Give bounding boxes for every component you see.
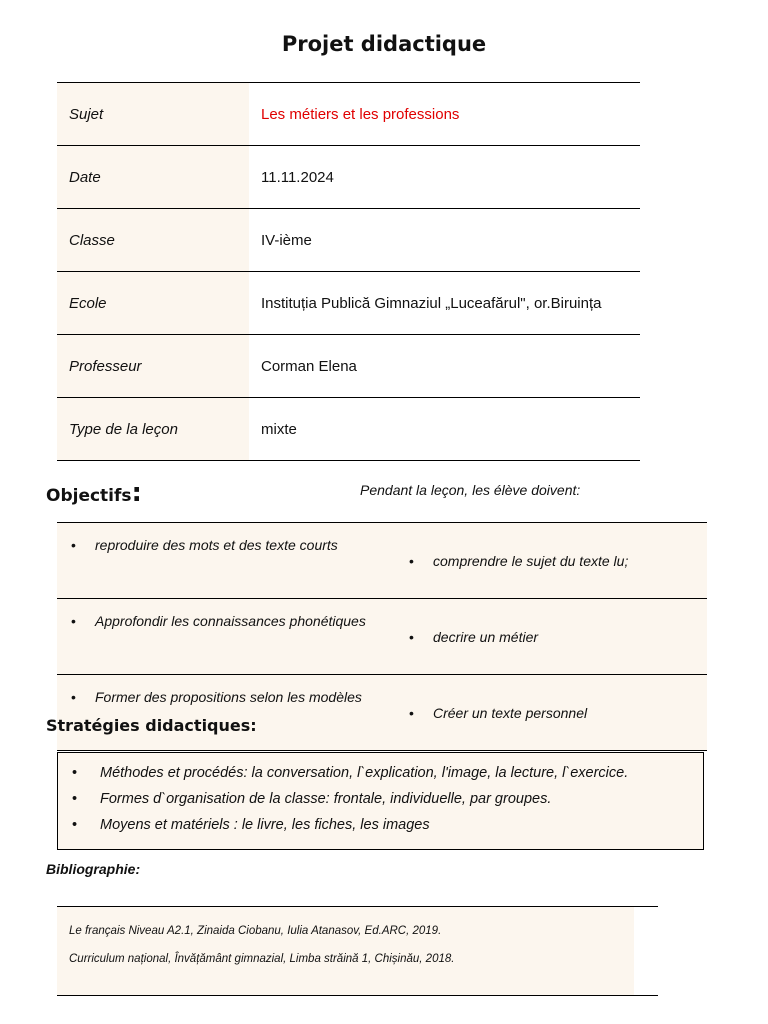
row-value-professeur: Corman Elena	[249, 335, 640, 398]
table-row	[57, 335, 640, 398]
table-row	[57, 146, 640, 209]
list-item	[72, 789, 703, 815]
list-item	[72, 815, 703, 841]
table-rule	[634, 995, 658, 996]
bullet-icon: •	[72, 765, 78, 781]
table-row	[57, 523, 707, 599]
objectifs-heading-text: Objectifs	[46, 486, 132, 506]
row-value-type: mixte	[249, 398, 640, 461]
objectifs-heading-colon: :	[131, 478, 142, 508]
table-row	[57, 272, 640, 335]
table-row	[57, 83, 640, 146]
bibliography-entry: Le français Niveau A2.1, Zinaida Ciobanu, Iulia Atanasov, Ed.ARC, 2019.	[69, 925, 442, 937]
objectif-cell	[395, 523, 707, 599]
row-label-professeur: Professeur	[57, 335, 249, 398]
table-row	[57, 398, 640, 461]
objectif-text: comprendre le sujet du texte lu;	[433, 552, 629, 569]
objectif-text: reproduire des mots et des texte courts	[95, 537, 338, 553]
bullet-icon: •	[409, 628, 414, 645]
bullet-icon: •	[72, 817, 78, 833]
row-value-ecole: Instituția Publică Gimnaziul „Luceafărul", or.Biruința	[249, 272, 640, 335]
objectif-text: Former des propositions selon les modèles	[95, 689, 362, 705]
row-label-type: Type de la leçon	[57, 398, 249, 461]
row-label-sujet: Sujet	[57, 83, 249, 146]
table-row	[57, 675, 707, 751]
strategy-text: Moyens et matériels : le livre, les fiches, les images	[100, 817, 430, 833]
row-label-date: Date	[57, 146, 249, 209]
bullet-icon: •	[71, 537, 76, 553]
row-value-date: 11.11.2024	[249, 146, 640, 209]
bullet-icon: •	[409, 704, 414, 721]
page-title: Projet didactique	[281, 32, 487, 56]
bibliographie-box	[57, 906, 634, 996]
table-row	[57, 599, 707, 675]
strategies-box	[57, 752, 704, 850]
bibliographie-heading: Bibliographie:	[46, 861, 141, 877]
table-row	[57, 209, 640, 272]
row-label-ecole: Ecole	[57, 272, 249, 335]
objectif-text: decrire un métier	[433, 628, 539, 645]
objectif-cell	[57, 675, 395, 751]
bullet-icon: •	[71, 613, 76, 629]
table-rule	[634, 906, 658, 907]
objectif-text: Approfondir les connaissances phonétiques	[95, 613, 366, 629]
objectifs-heading	[46, 478, 142, 508]
lesson-info-table	[57, 82, 640, 461]
row-value-sujet: Les métiers et les professions	[249, 83, 640, 146]
list-item	[72, 763, 703, 789]
strategy-text: Méthodes et procédés: la conversation, l`explication, l'image, la lecture, l`exercice.	[100, 765, 629, 781]
bullet-icon: •	[72, 791, 78, 807]
row-value-classe: IV-ième	[249, 209, 640, 272]
objectifs-note: Pendant la leçon, les élève doivent:	[360, 482, 581, 498]
bibliography-entry: Curriculum național, Învățământ gimnazial, Limba străină 1, Chișinău, 2018.	[69, 953, 455, 965]
objectif-cell	[395, 675, 707, 751]
objectif-text: Créer un texte personnel	[433, 704, 588, 721]
objectif-cell	[395, 599, 707, 675]
objectif-cell	[57, 523, 395, 599]
objectif-cell	[57, 599, 395, 675]
strategy-text: Formes d`organisation de la classe: frontale, individuelle, par groupes.	[100, 791, 552, 807]
bullet-icon: •	[409, 552, 414, 569]
row-label-classe: Classe	[57, 209, 249, 272]
strategies-heading: Stratégies didactiques:	[46, 716, 257, 735]
bullet-icon: •	[71, 689, 76, 705]
